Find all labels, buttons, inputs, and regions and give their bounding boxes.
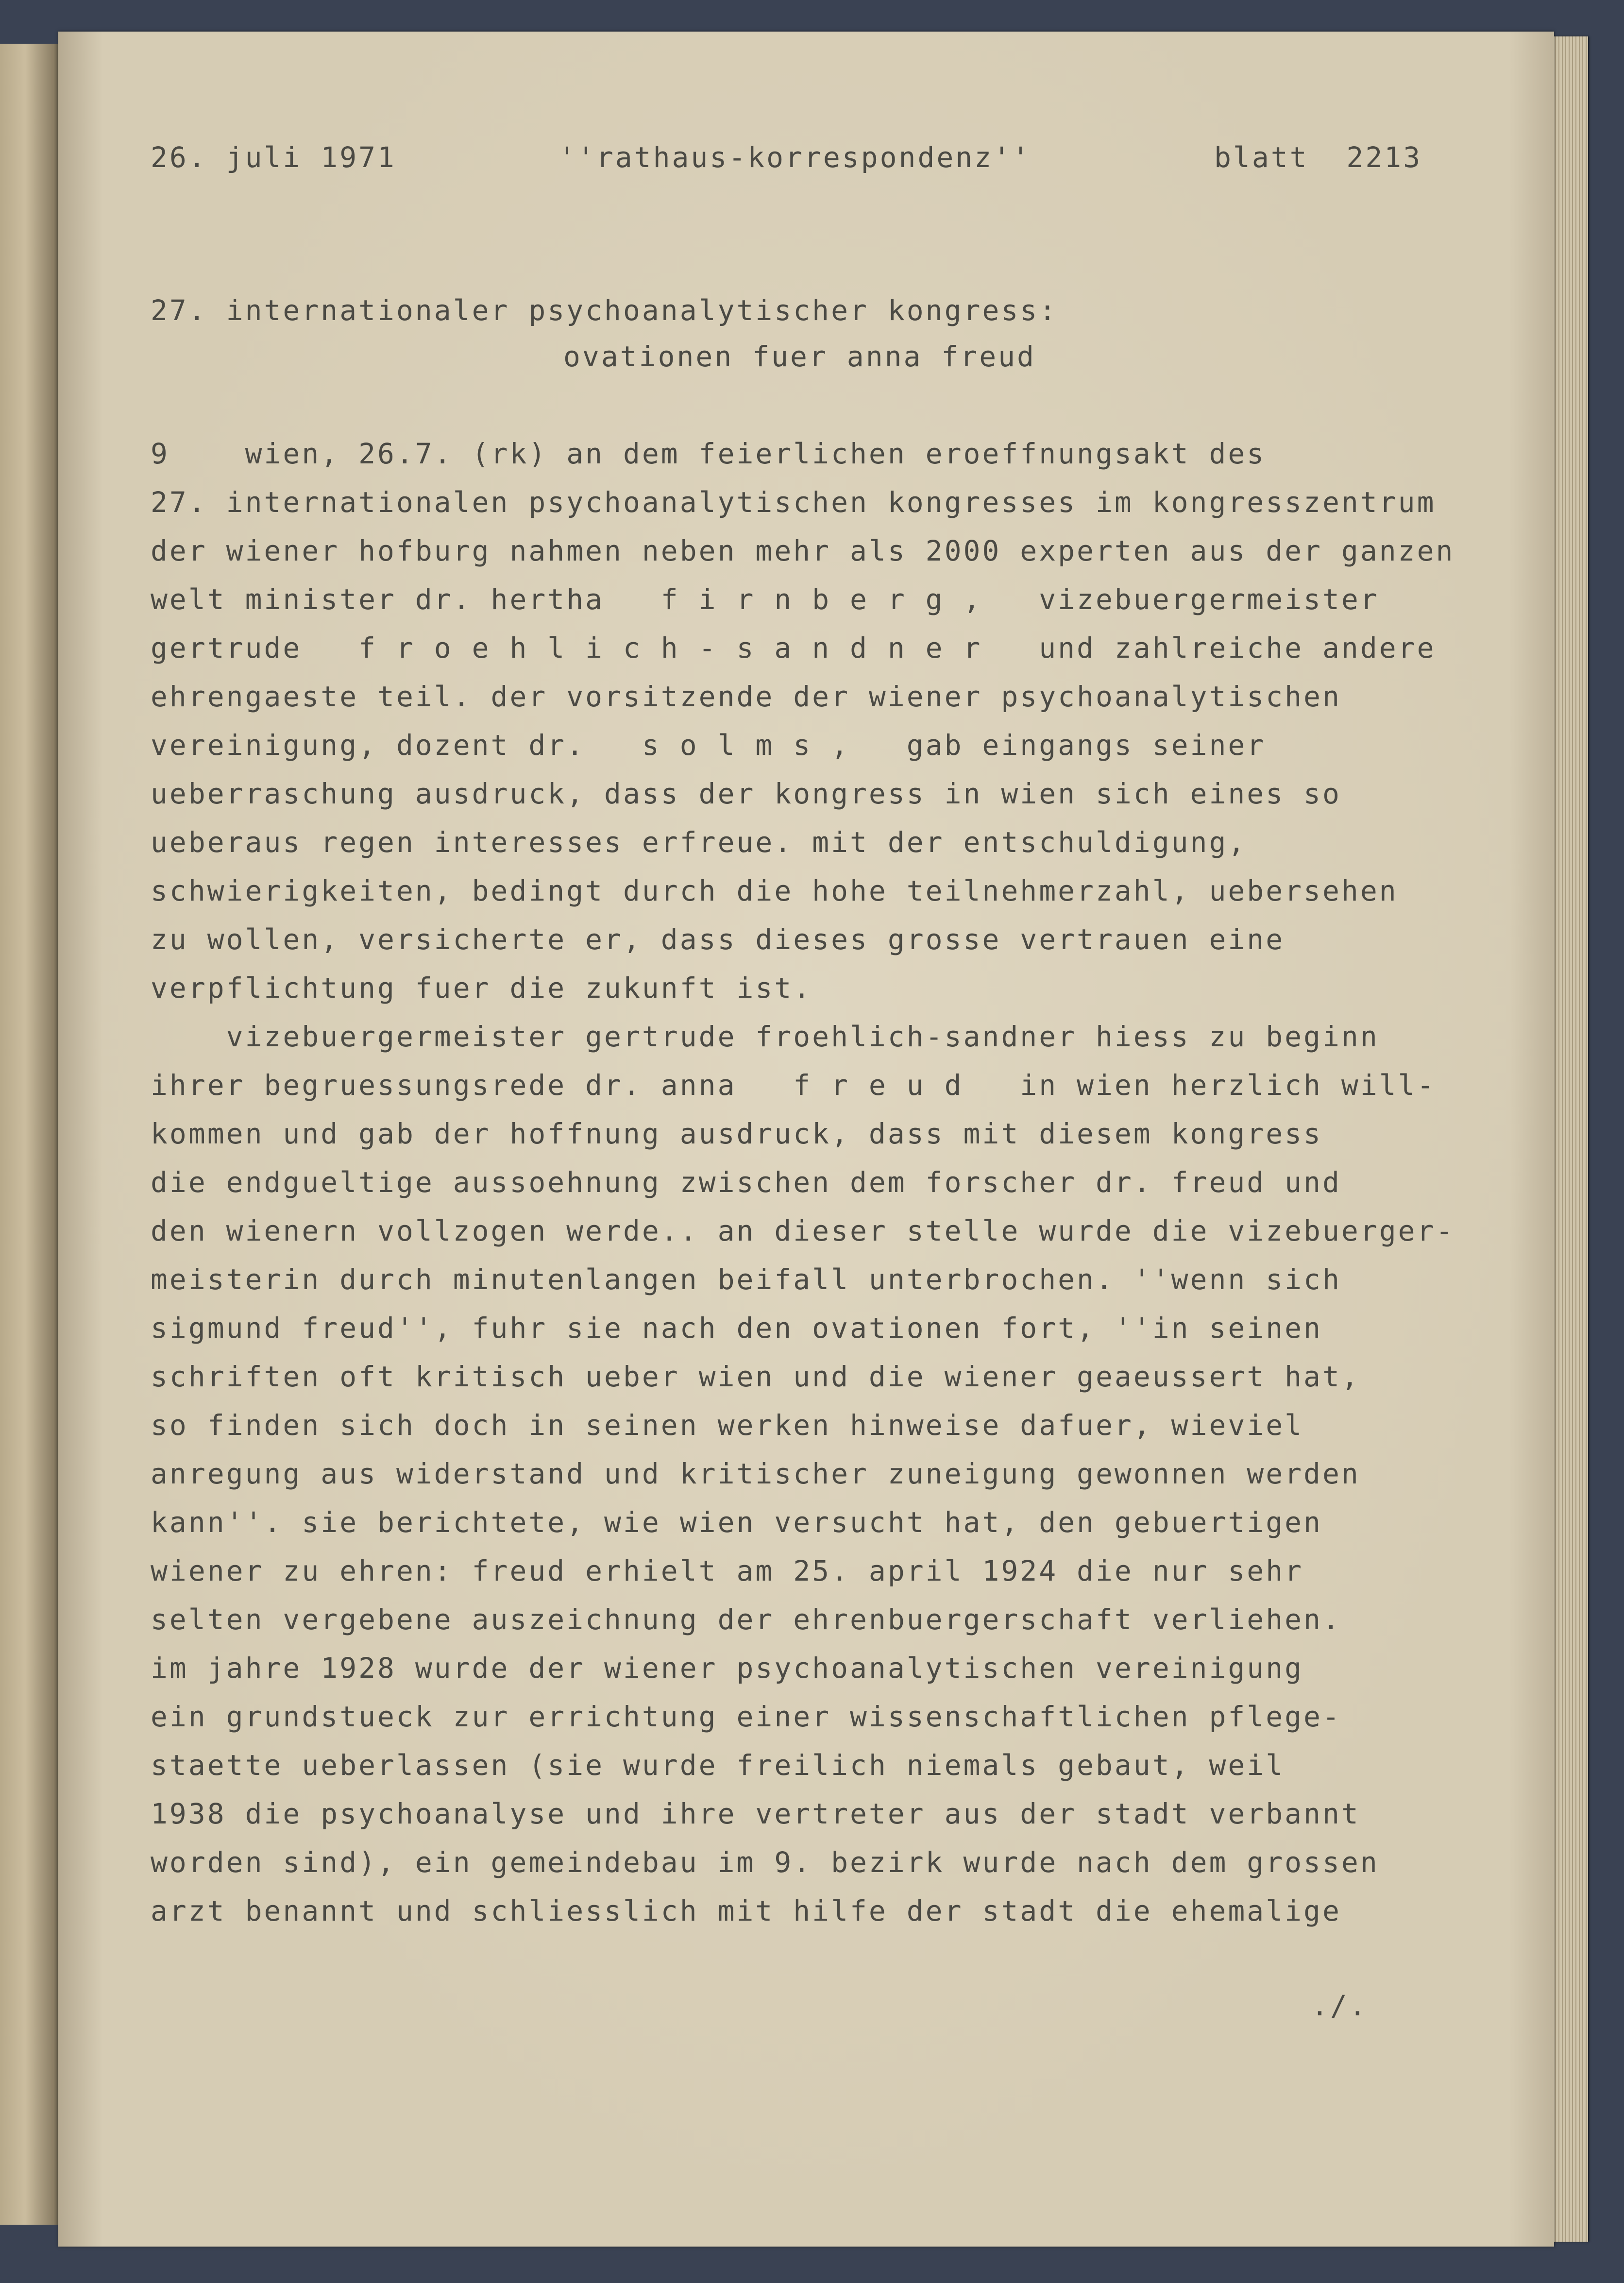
header-sheet-number: blatt 2213 <box>1214 141 1422 174</box>
body-line: schriften oft kritisch ueber wien und die wiener geaeussert hat, <box>151 1360 1360 1393</box>
body-line: worden sind), ein gemeindebau im 9. bezirk wurde nach dem grossen <box>151 1846 1379 1879</box>
body-line: 9 wien, 26.7. (rk) an dem feierlichen eroeffnungsakt des <box>151 437 1266 470</box>
body-line: arzt benannt und schliesslich mit hilfe der stadt die ehemalige <box>151 1894 1341 1927</box>
body-line: im jahre 1928 wurde der wiener psychoanalytischen vereinigung <box>151 1652 1304 1685</box>
continuation-mark: ./. <box>1311 1989 1368 2022</box>
body-line: den wienern vollzogen werde.. an dieser stelle wurde die vizebuerger- <box>151 1214 1455 1247</box>
body-line: die endgueltige aussoehnung zwischen dem forscher dr. freud und <box>151 1166 1341 1199</box>
header-source: ''rathaus-korrespondenz'' <box>558 141 1031 174</box>
body-line: kommen und gab der hoffnung ausdruck, dass mit diesem kongress <box>151 1117 1322 1150</box>
body-line: meisterin durch minutenlangen beifall unterbrochen. ''wenn sich <box>151 1263 1341 1296</box>
article-title-line-1: 27. internationaler psychoanalytischer kongress: <box>151 294 1058 327</box>
body-line: anregung aus widerstand und kritischer zuneigung gewonnen werden <box>151 1457 1360 1490</box>
body-line: wiener zu ehren: freud erhielt am 25. april 1924 die nur sehr <box>151 1554 1304 1587</box>
header-date: 26. juli 1971 <box>151 141 396 174</box>
body-line: kann''. sie berichtete, wie wien versucht hat, den gebuertigen <box>151 1506 1322 1539</box>
body-line: ein grundstueck zur errichtung einer wissenschaftlichen pflege- <box>151 1700 1341 1733</box>
body-line: ihrer begruessungsrede dr. anna f r e u d in wien herzlich will- <box>151 1069 1436 1102</box>
body-line: sigmund freud'', fuhr sie nach den ovationen fort, ''in seinen <box>151 1312 1322 1345</box>
body-line: schwierigkeiten, bedingt durch die hohe teilnehmerzahl, uebersehen <box>151 874 1398 907</box>
body-line: verpflichtung fuer die zukunft ist. <box>151 971 812 1005</box>
body-line: vizebuergermeister gertrude froehlich-sandner hiess zu beginn <box>151 1020 1379 1053</box>
left-page-edge <box>0 44 63 2225</box>
article-title-line-2: ovationen fuer anna freud <box>563 340 1036 373</box>
page-stack-edge <box>1549 36 1588 2242</box>
body-line: ueberaus regen interesses erfreue. mit der entschuldigung, <box>151 826 1247 859</box>
body-line: der wiener hofburg nahmen neben mehr als 2000 experten aus der ganzen <box>151 534 1455 567</box>
body-line: selten vergebene auszeichnung der ehrenbuergerschaft verliehen. <box>151 1603 1341 1636</box>
body-line: vereinigung, dozent dr. s o l m s , gab eingangs seiner <box>151 729 1266 762</box>
body-line: zu wollen, versicherte er, dass dieses grosse vertrauen eine <box>151 923 1285 956</box>
body-line: ehrengaeste teil. der vorsitzende der wiener psychoanalytischen <box>151 680 1341 713</box>
body-line: so finden sich doch in seinen werken hinweise dafuer, wieviel <box>151 1409 1304 1442</box>
body-line: gertrude f r o e h l i c h - s a n d n e r und zahlreiche andere <box>151 631 1436 664</box>
body-line: staette ueberlassen (sie wurde freilich niemals gebaut, weil <box>151 1749 1285 1782</box>
body-line: ueberraschung ausdruck, dass der kongress in wien sich eines so <box>151 777 1341 810</box>
body-line: 1938 die psychoanalyse und ihre vertreter aus der stadt verbannt <box>151 1797 1360 1830</box>
body-line: 27. internationalen psychoanalytischen kongresses im kongresszentrum <box>151 486 1436 519</box>
body-line: welt minister dr. hertha f i r n b e r g , vizebuergermeister <box>151 583 1379 616</box>
